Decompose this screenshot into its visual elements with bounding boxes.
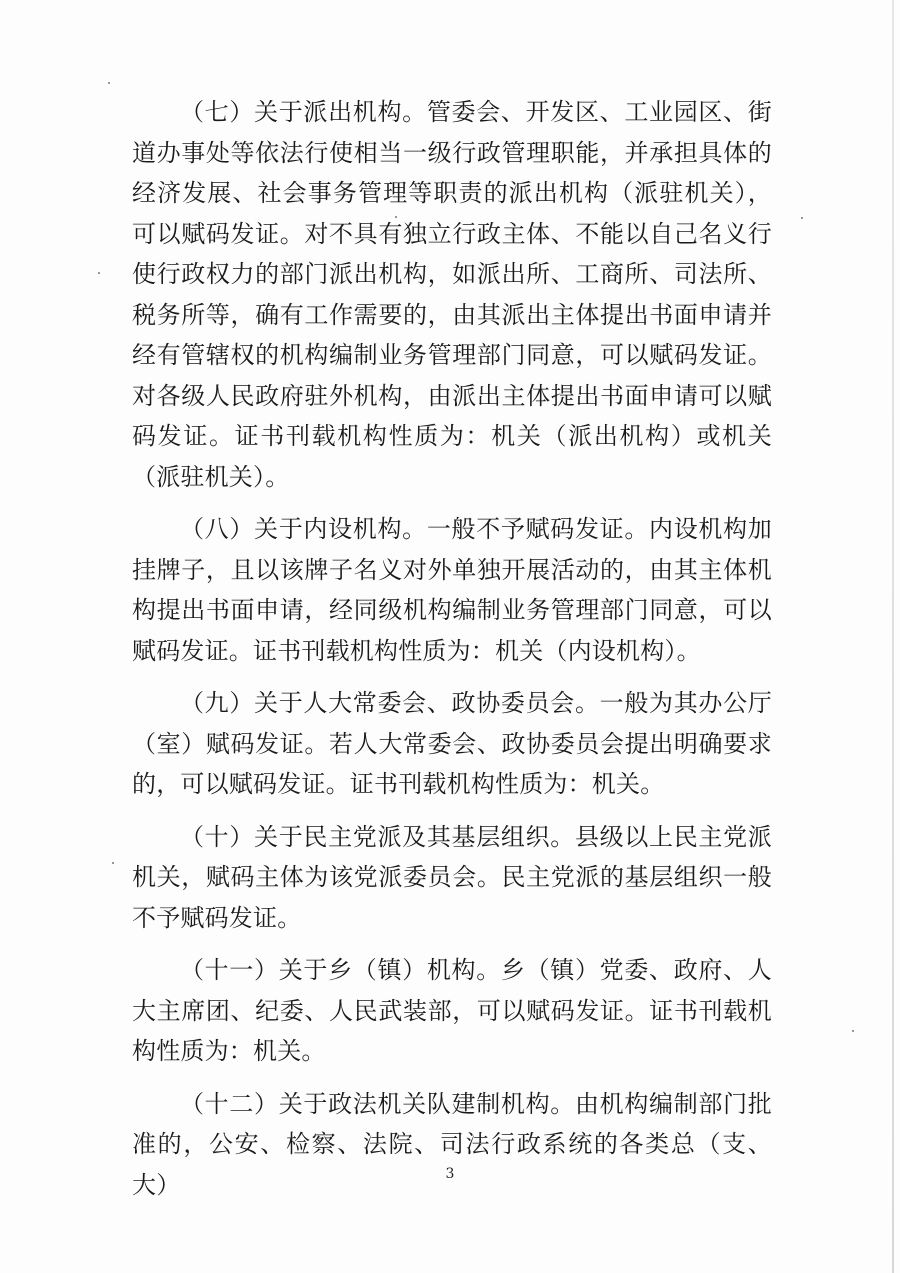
paragraph-9: （九）关于人大常委会、政协委员会。一般为其办公厅（室）赋码发证。若人大常委会、政协委员会提出明确要求的，可以赋码发证。证书刊载机构性质为：机关。 <box>132 689 772 798</box>
paragraph-7: （七）关于派出机构。管委会、开发区、工业园区、街道办事处等依法行使相当一级行政管理职能，并承担具体的经济发展、社会事务管理等职责的派出机构（派驻机关），可以赋码发证。对不具有独立行政主体、不能以自己名义行使行政权力的部门派出机构，如派出所、工商所、司法所、税务所等，确有工作需要的，由其派出主体提出书面申请并经有管辖权的机构编制业务管理部门同意，可以赋码发证。对各级人民政府驻外机构，由派出主体提出书面申请可以赋码发证。证书刊载机构性质为：机关（派出机构）或机关（派驻机关）。 <box>132 98 772 491</box>
scan-speck <box>98 272 100 274</box>
paragraph-10: （十）关于民主党派及其基层组织。县级以上民主党派机关，赋码主体为该党派委员会。民主党派的基层组织一般不予赋码发证。 <box>132 822 772 932</box>
page-number: 3 <box>445 1166 455 1182</box>
scan-speck <box>852 1030 854 1032</box>
paragraph-8: （八）关于内设机构。一般不予赋码发证。内设机构加挂牌子，且以该牌子名义对外单独开展活动的，由其主体机构提出书面申请，经同级机构编制业务管理部门同意，可以赋码发证。证书刊载机构性质为：机关（内设机构）。 <box>132 515 772 665</box>
scan-speck <box>801 217 803 219</box>
scan-speck <box>108 82 110 84</box>
scan-speck <box>112 862 114 864</box>
paragraph-11: （十一）关于乡（镇）机构。乡（镇）党委、政府、人大主席团、纪委、人民武装部，可以赋码发证。证书刊载机构性质为：机关。 <box>132 956 772 1065</box>
document-body <box>132 92 772 1217</box>
scan-edge <box>892 0 894 1273</box>
paragraph-12: （十二）关于政法机关队建制机构。由机构编制部门批准的，公安、检察、法院、司法行政系统的各类总（支、大） <box>132 1089 772 1199</box>
